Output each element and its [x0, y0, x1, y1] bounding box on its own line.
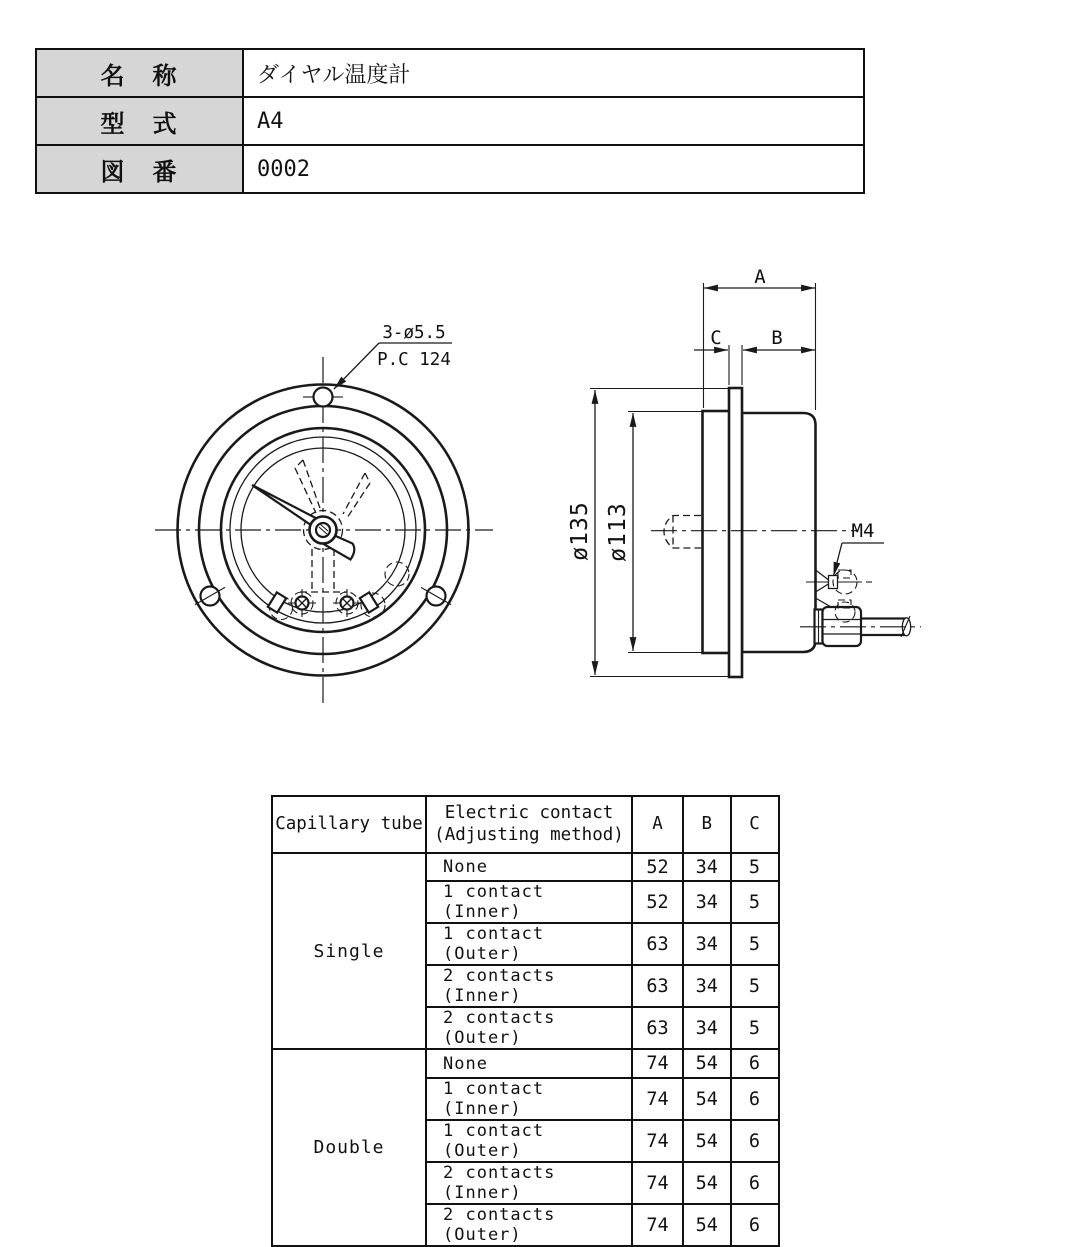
- contact-cell: None: [426, 853, 632, 881]
- spec-header-row: [272, 796, 779, 853]
- header-electric-contact-line2: (Adjusting method): [434, 824, 624, 845]
- dim-b-cell: 34: [683, 853, 731, 881]
- contact-cell: 1 contact (Outer): [426, 1120, 632, 1162]
- dim-a-cell: 63: [632, 965, 683, 1007]
- dim-c-cell: 5: [731, 853, 779, 881]
- dim-c-label: C: [710, 327, 722, 349]
- dim-b-cell: 54: [683, 1049, 731, 1078]
- dim-case-od-label: ø113: [605, 502, 631, 562]
- header-dim-a: A: [632, 796, 683, 853]
- contact-cell: 2 contacts (Inner): [426, 1162, 632, 1204]
- side-view: [567, 266, 921, 677]
- dim-flange-od-label: ø135: [567, 501, 593, 561]
- dim-a-cell: 74: [632, 1120, 683, 1162]
- dim-c-cell: 5: [731, 965, 779, 1007]
- front-view: [155, 323, 493, 705]
- hole-count-note: 3-ø5.5: [382, 323, 446, 343]
- dim-a-cell: 52: [632, 853, 683, 881]
- contact-cell: None: [426, 1049, 632, 1078]
- capillary-type-cell: Double: [272, 1049, 426, 1246]
- pitch-circle-note: P.C 124: [377, 350, 451, 370]
- dim-a-cell: 74: [632, 1078, 683, 1120]
- header-electric-contact-line1: Electric contact: [444, 802, 614, 823]
- m4-label: M4: [851, 520, 875, 542]
- capillary-type-cell: Single: [272, 853, 426, 1049]
- dim-b-cell: 54: [683, 1120, 731, 1162]
- spec-row: [272, 1049, 779, 1078]
- spec-row: [272, 853, 779, 881]
- contact-cell: 2 contacts (Outer): [426, 1007, 632, 1049]
- dim-c-cell: 6: [731, 1049, 779, 1078]
- flange-outline: [729, 388, 742, 677]
- bezel-outline: [703, 411, 730, 653]
- contact-cell: 1 contact (Inner): [426, 1078, 632, 1120]
- contact-cell: 2 contacts (Outer): [426, 1204, 632, 1246]
- side-body: [703, 388, 816, 677]
- dim-c-cell: 6: [731, 1204, 779, 1246]
- dim-c-cell: 6: [731, 1120, 779, 1162]
- pointer-needle: [252, 485, 354, 560]
- spec-table: [271, 795, 780, 1247]
- dim-b-cell: 54: [683, 1078, 731, 1120]
- name-value: ダイヤル温度計: [243, 49, 864, 97]
- dim-b-cell: 34: [683, 881, 731, 923]
- mounting-hole-note: [334, 323, 452, 389]
- header-dim-b: B: [683, 796, 731, 853]
- dim-c-cell: 6: [731, 1078, 779, 1120]
- capillary-fitting: [800, 598, 921, 646]
- model-label: 型 式: [36, 97, 243, 145]
- dim-a-label: A: [754, 266, 766, 288]
- dim-b-cell: 34: [683, 965, 731, 1007]
- dim-c-cell: 5: [731, 923, 779, 965]
- header-electric-contact: [426, 796, 632, 853]
- dim-a-cell: 63: [632, 923, 683, 965]
- dim-b-cell: 54: [683, 1204, 731, 1246]
- dim-b-cell: 54: [683, 1162, 731, 1204]
- contact-cell: 2 contacts (Inner): [426, 965, 632, 1007]
- adjuster-screws: [288, 589, 361, 617]
- contact-cell: 1 contact (Inner): [426, 881, 632, 923]
- case-outline: [742, 413, 816, 652]
- dimension-case-od: [605, 412, 702, 653]
- hidden-stem: [664, 516, 701, 549]
- drawing-number-value: 0002: [243, 145, 864, 193]
- spec-table-body: [272, 853, 779, 1246]
- header-capillary-tube: Capillary tube: [272, 796, 426, 853]
- dim-a-cell: 63: [632, 1007, 683, 1049]
- name-label: 名 称: [36, 49, 243, 97]
- drawing-number-label: 図 番: [36, 145, 243, 193]
- dimension-c-b: [694, 327, 815, 385]
- header-dim-c: C: [731, 796, 779, 853]
- dim-b-cell: 34: [683, 1007, 731, 1049]
- dim-a-cell: 74: [632, 1204, 683, 1246]
- model-value: A4: [243, 97, 864, 145]
- dim-a-cell: 74: [632, 1049, 683, 1078]
- dim-a-cell: 52: [632, 881, 683, 923]
- dim-b-label: B: [771, 327, 783, 349]
- dim-a-cell: 74: [632, 1162, 683, 1204]
- dim-c-cell: 6: [731, 1162, 779, 1204]
- dim-c-cell: 5: [731, 881, 779, 923]
- dim-c-cell: 5: [731, 1007, 779, 1049]
- dim-b-cell: 34: [683, 923, 731, 965]
- contact-cell: 1 contact (Outer): [426, 923, 632, 965]
